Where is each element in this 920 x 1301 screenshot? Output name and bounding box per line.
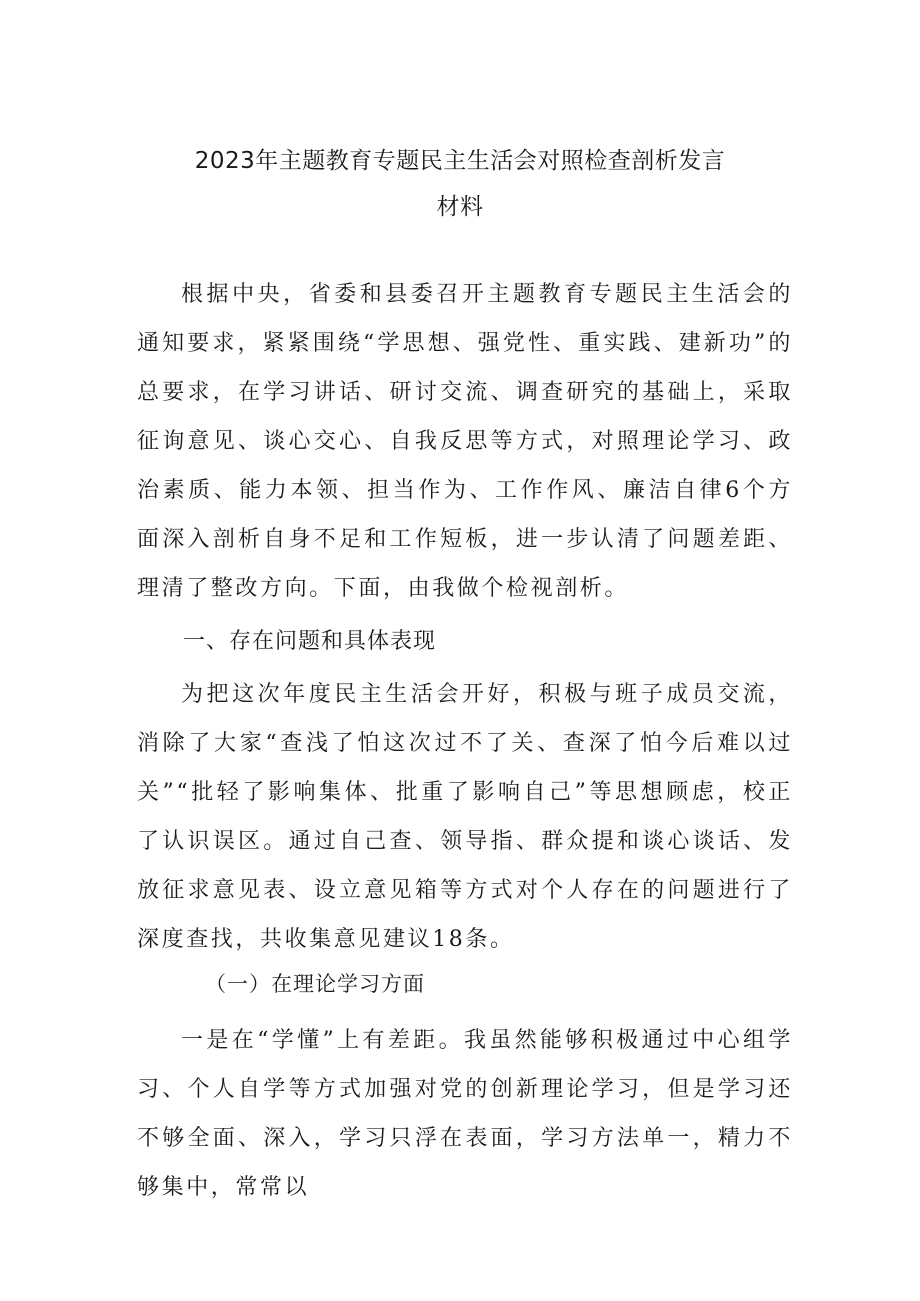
document-title-line-1: 2023年主题教育专题民主生活会对照检查剖析发言 [194,148,726,174]
subsection-heading-theory-study: （一）在理论学习方面 [205,972,425,996]
subsection-paragraph-theory-study: 一是在“学懂”上有差距。我虽然能够积极通过中心组学习、个人自学等方式加强对党的创新理论学习，但是学习还不够全面、深入，学习只浮在表面，学习方法单一，精力不够集中，常常以 [137,1028,793,1200]
section-heading-problems: 一、存在问题和具体表现 [183,629,437,654]
document-title-line-2: 材料 [436,194,484,220]
intro-paragraph: 根据中央，省委和县委召开主题教育专题民主生活会的通知要求，紧紧围绕“学思想、强党性、重实践、建新功”的总要求，在学习讲话、研讨交流、调查研究的基础上，采取征询意见、谈心交心、自我反思等方式，对照理论学习、政治素质、能力本领、担当作为、工作作风、廉洁自律6个方面深入剖析自身不足和工作短板，进一步认清了问题差距、理清了整改方向。下面，由我做个检视剖析。 [137,282,793,601]
section-paragraph-overview: 为把这次年度民主生活会开好，积极与班子成员交流，消除了大家“查浅了怕这次过不了关、查深了怕今后难以过关”“批轻了影响集体、批重了影响自己”等思想顾虑，校正了认识误区。通过自己查、领导指、群众提和谈心谈话、发放征求意见表、设立意见箱等方式对个人存在的问题进行了深度查找，共收集意见建议18条。 [137,682,793,952]
